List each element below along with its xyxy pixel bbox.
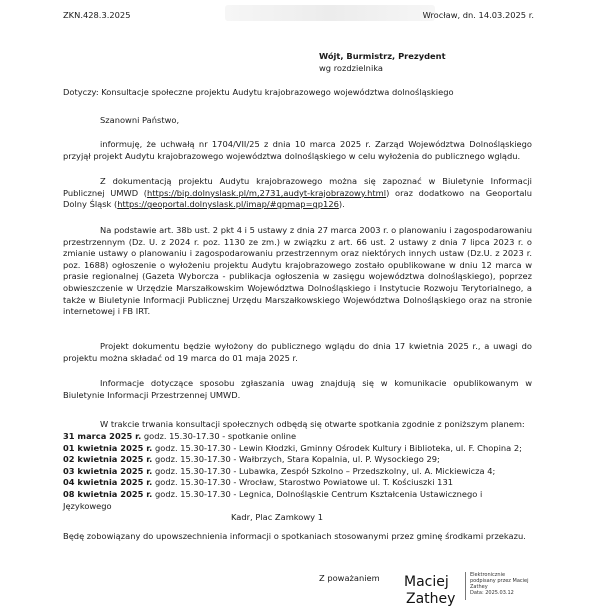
- paragraph-2-text-a: Z dokumentacją projektu Audytu krajobrazowego można się zapoznać w Biuletynie Informacji Publicznej UMWD (: [63, 176, 532, 198]
- bip-link[interactable]: https://bip.dolnyslask.pl/m,2731,audyt-krajobrazowy.html: [147, 187, 387, 198]
- meeting-item: [63, 443, 533, 455]
- e-signature-line: Zathey: [470, 584, 488, 590]
- meeting-continuation: Kadr, Plac Zamkowy 1: [231, 512, 323, 523]
- meeting-date: 04 kwietnia 2025 r.: [63, 477, 153, 488]
- meeting-date: 08 kwietnia 2025 r.: [63, 488, 153, 499]
- paragraph-4: Projekt dokumentu będzie wyłożony do publicznego wglądu do dnia 17 kwietnia 2025 r., a uwagi do projektu można składać od 19 marca do 01 maja 2025 r.: [63, 341, 532, 363]
- paragraph-2: [63, 176, 532, 211]
- paragraph-2-text-b: ) oraz dodatkowo na Geoportalu Dolny Śląsk (: [63, 187, 533, 210]
- meeting-date: 01 kwietnia 2025 r.: [63, 442, 153, 453]
- signature-first-name: Maciej: [404, 574, 449, 590]
- reference-number: ZKN.428.3.2025: [63, 10, 131, 20]
- recipient-line-1: Wójt, Burmistrz, Prezydent: [319, 51, 446, 61]
- e-signature-line: podpisany przez Maciej: [470, 578, 529, 584]
- meeting-item: [63, 466, 533, 478]
- meetings-intro: W trakcie trwania konsultacji społecznych odbędą się otwarte spotkania zgodnie z poniższym planem:: [100, 419, 525, 429]
- subject-line: Dotyczy: Konsultacje społeczne projektu Audytu krajobrazowego województwa dolnośląskiego: [63, 87, 454, 97]
- paragraph-2-text-c: ).: [338, 199, 345, 210]
- meetings-list: [63, 431, 533, 524]
- meeting-date: 02 kwietnia 2025 r.: [63, 454, 153, 465]
- meeting-date: 03 kwietnia 2025 r.: [63, 465, 153, 476]
- meeting-date: 31 marca 2025 r.: [63, 431, 142, 441]
- geoportal-link[interactable]: https://geoportal.dolnyslask.pl/imap/#gpmap=gp126: [117, 199, 339, 210]
- header-watermark: [225, 5, 435, 21]
- salutation: Szanowni Państwo,: [100, 115, 180, 125]
- e-signature-line: Data: 2025.03.12: [470, 590, 514, 596]
- meeting-details: godz. 15.30-17.30 - spotkanie online: [141, 431, 297, 441]
- recipient-line-2: wg rozdzielnika: [319, 63, 383, 73]
- meeting-item: [63, 477, 533, 489]
- meeting-details: godz. 15.30-17.30 - Wałbrzych, Stara Kopalnia, ul. P. Wysockiego 29;: [152, 454, 440, 465]
- signature-last-name: Zathey: [406, 591, 456, 607]
- meeting-details: godz. 15.30-17.30 - Wrocław, Starostwo Powiatowe ul. T. Kościuszki 131: [152, 477, 453, 488]
- place-date: Wrocław, dn. 14.03.2025 r.: [422, 10, 534, 20]
- meeting-item: [63, 454, 533, 466]
- paragraph-3: Na podstawie art. 38b ust. 2 pkt 4 i 5 ustawy z dnia 27 marca 2003 r. o planowaniu i zagospodarowaniu przestrzennym (Dz. U. z 2024 r. poz. 1130 ze zm.) w związku z art. 66 ust. 2 ustawy z dnia 7 lipca 2023 r. o zmianie ustawy o planowaniu i zagospodarowaniu przestrzennym oraz niektórych innych ustaw (Dz.U. z 2023 r. poz. 1688) ogłoszenie o wyłożeniu projektu Audytu krajobrazowego zostało opublikowane w dniu 12 marca w prasie regionalnej (Gazeta Wyborcza - publikacja ogłoszenia w zasięgu województwa dolnośląskiego), poprzez obwieszczenie w Urzędzie Marszałkowskim Województwa Dolnośląskiego i Instytucie Rozwoju Terytorialnego, a także w Biuletynie Informacji Publicznej Urzędu Marszałkowskiego Województwa Dolnośląskiego oraz na stronie internetowej i FB IRT.: [63, 225, 532, 317]
- closing: Z poważaniem: [319, 573, 380, 583]
- meeting-details: godz. 15.30-17.30 - Legnica, Dolnośląskie Centrum Kształcenia Ustawicznego i Językowego: [63, 488, 483, 511]
- paragraph-6: Będę zobowiązany do upowszechnienia informacji o spotkaniach stosowanymi przez gminę środkami przekazu.: [63, 531, 526, 541]
- e-signature-line: Elektronicznie: [470, 572, 506, 578]
- paragraph-1: informuję, że uchwałą nr 1704/VII/25 z dnia 10 marca 2025 r. Zarząd Województwa Dolnośląskiego przyjął projekt Audytu krajobrazowego województwa dolnośląskiego w celu wyłożenia do publicznego wglądu.: [63, 139, 532, 161]
- meeting-item: [63, 431, 533, 443]
- meeting-item: [63, 489, 533, 512]
- paragraph-5: Informacje dotyczące sposobu zgłaszania uwag znajdują się w komunikacie opublikowanym w Biuletynie Informacji Przestrzennej UMWD.: [63, 378, 532, 400]
- electronic-signature-block: [465, 572, 600, 600]
- meeting-details: godz. 15.30-17.30 - Lewin Kłodzki, Gminny Ośrodek Kultury i Biblioteka, ul. F. Chopina 2;: [152, 442, 522, 453]
- meeting-details: godz. 15.30-17.30 - Lubawka, Zespół Szkolno – Przedszkolny, ul. A. Mickiewicza 4;: [152, 465, 496, 476]
